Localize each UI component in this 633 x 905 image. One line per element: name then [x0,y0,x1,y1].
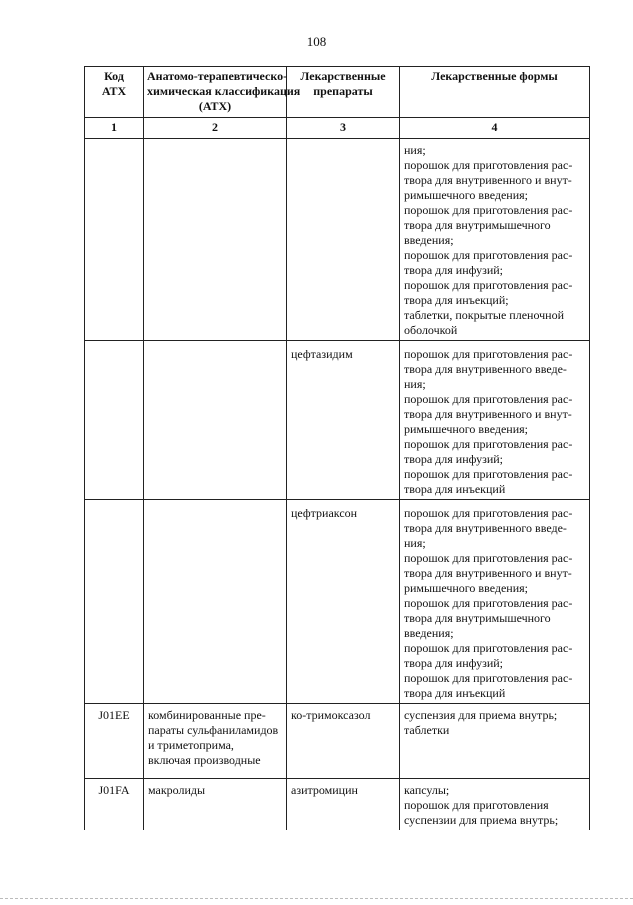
column-number: 2 [144,118,287,139]
dosage-form-line: твора для инъекций; [404,293,509,307]
dosage-form-line: порошок для приготовления рас- [404,158,573,172]
drug-cell: цефтриаксон [287,500,400,704]
classification-line: параты сульфаниламидов [148,723,279,737]
dosage-form-line: римышечного введения; [404,581,528,595]
classification-cell [144,139,287,341]
dosage-form-line: порошок для приготовления рас- [404,506,573,520]
table-row [85,779,590,831]
dosage-form-line: капсулы; [404,783,450,797]
dosage-form-line: таблетки, покрытые пленочной [404,308,565,322]
column-number: 4 [400,118,590,139]
dosage-form-line: порошок для приготовления рас- [404,203,573,217]
header-line: химическая классификация [147,84,301,98]
dosage-form-line: твора для внутривенного и внут- [404,566,572,580]
dosage-form-line: порошок для приготовления рас- [404,347,573,361]
dosage-form-line: суспензии для приема внутрь; [404,813,559,827]
dosage-form-line: твора для инъекций [404,482,506,496]
atx-code-cell: J01EE [85,704,144,779]
dosage-form-line: ния; [404,143,426,157]
dosage-form-line: введения; [404,626,454,640]
dosage-form-line: порошок для приготовления рас- [404,551,573,565]
dosage-form-line: твора для инфузий; [404,452,504,466]
header-line: (АТХ) [198,99,232,113]
table-row [85,139,590,341]
classification-cell [144,500,287,704]
classification-cell [144,341,287,500]
classification-line: комбинированные пре- [148,708,266,722]
header-line: АТХ [101,84,127,98]
dosage-form-line: порошок для приготовления рас- [404,437,573,451]
table-row [85,341,590,500]
header-code [85,67,144,118]
atx-table [84,66,590,830]
column-number: 1 [85,118,144,139]
header-line: Лекарственные формы [431,69,558,83]
dosage-form-line: порошок для приготовления рас- [404,641,573,655]
table-row [85,704,590,779]
header-drugs [287,67,400,118]
dosage-form-line: порошок для приготовления [404,798,549,812]
dosage-form-line: порошок для приготовления рас- [404,392,573,406]
column-number: 3 [287,118,400,139]
dosage-form-line: твора для внутривенного введе- [404,521,567,535]
dosage-form-line: твора для внутривенного и внут- [404,173,572,187]
table-row [85,500,590,704]
drug-cell: азитромицин [287,779,400,831]
drug-cell: цефтазидим [287,341,400,500]
header-line: Анатомо-терапевтическо- [147,69,288,83]
drug-cell [287,139,400,341]
atx-code-cell: J01FA [85,779,144,831]
classification-cell [144,779,287,831]
dosage-form-line: твора для внутривенного и внут- [404,407,572,421]
classification-cell [144,704,287,779]
dosage-form-line: твора для инфузий; [404,656,504,670]
dosage-forms-cell [400,500,590,704]
dosage-form-line: римышечного введения; [404,188,528,202]
classification-line: включая производные [148,753,261,767]
atx-code-cell [85,341,144,500]
dosage-form-line: римышечного введения; [404,422,528,436]
column-number-row [85,118,590,139]
dosage-form-line: ния; [404,536,426,550]
page-number: 108 [306,34,327,49]
header-line: Код [104,69,124,83]
dosage-form-line: твора для инъекций [404,686,506,700]
dosage-form-line: введения; [404,233,454,247]
dosage-forms-cell [400,779,590,831]
atx-code-cell [85,139,144,341]
header-line: препараты [313,84,373,98]
dosage-form-line: порошок для приготовления рас- [404,278,573,292]
header-forms [400,67,590,118]
dosage-forms-cell [400,341,590,500]
dosage-form-line: твора для внутримышечного [404,218,551,232]
header-line: Лекарственные [300,69,386,83]
dosage-form-line: суспензия для приема внутрь; [404,708,558,722]
dosage-forms-cell [400,139,590,341]
dosage-form-line: таблетки [404,723,450,737]
header-classification [144,67,301,118]
page-bottom-rule [0,898,633,899]
dosage-form-line: порошок для приготовления рас- [404,596,573,610]
dosage-form-line: твора для внутривенного введе- [404,362,567,376]
dosage-form-line: порошок для приготовления рас- [404,248,573,262]
classification-line: и триметоприма, [148,738,234,752]
drug-cell: ко-тримоксазол [287,704,400,779]
classification-line: макролиды [148,783,206,797]
dosage-form-line: ния; [404,377,426,391]
atx-code-cell [85,500,144,704]
dosage-form-line: порошок для приготовления рас- [404,467,573,481]
dosage-form-line: порошок для приготовления рас- [404,671,573,685]
dosage-forms-cell [400,704,590,779]
dosage-form-line: твора для внутримышечного [404,611,551,625]
dosage-form-line: твора для инфузий; [404,263,504,277]
header-row [85,67,590,118]
dosage-form-line: оболочкой [404,323,458,337]
